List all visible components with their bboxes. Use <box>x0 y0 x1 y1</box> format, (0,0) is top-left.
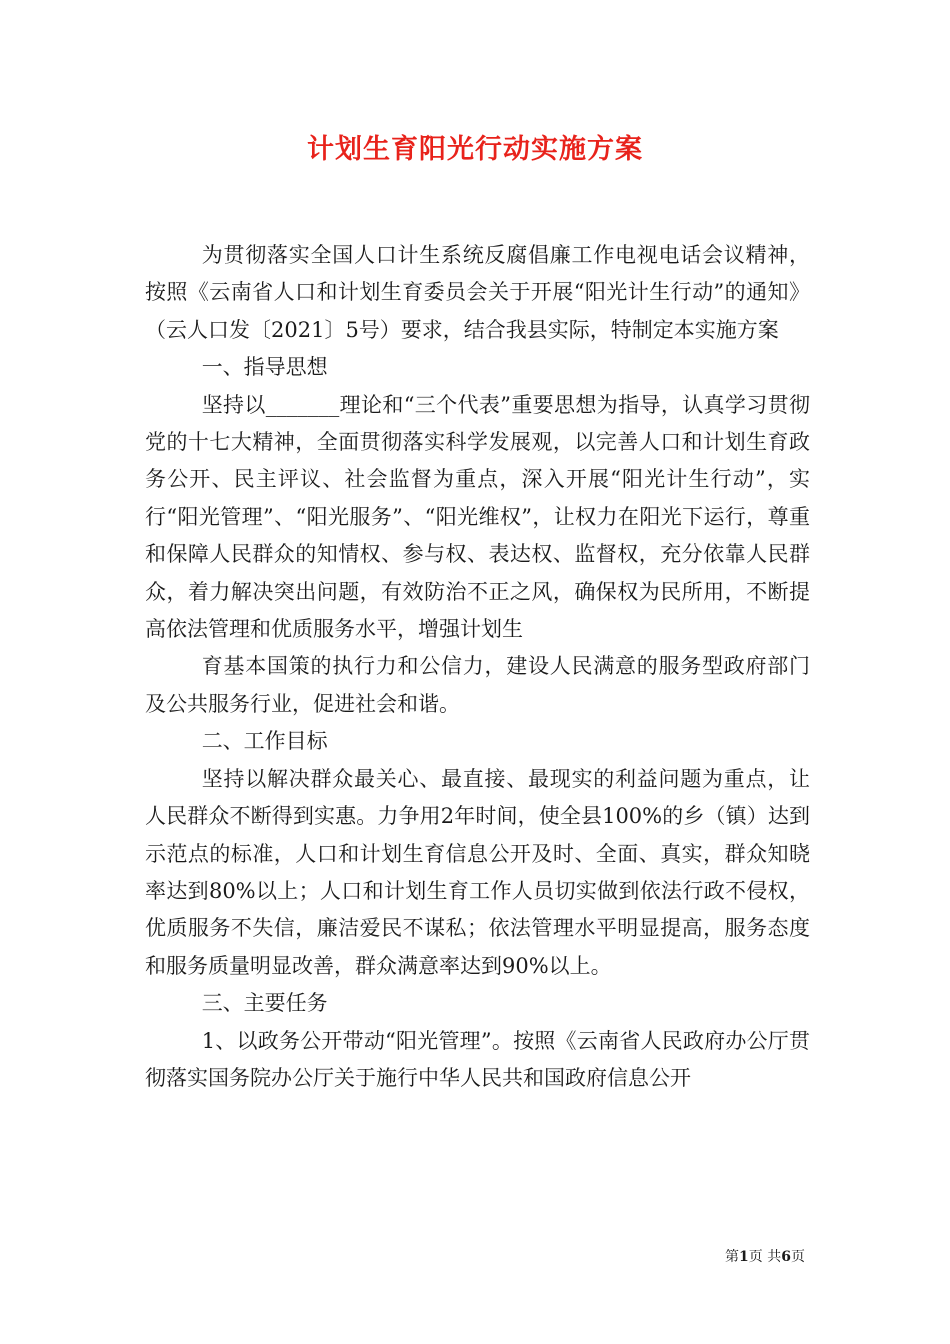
intro-paragraph: 为贯彻落实全国人口计生系统反腐倡廉工作电视电话会议精神，按照《云南省人口和计划生育委员会关于开展“阳光计生行动”的通知》（云人口发〔2021〕5号）要求，结合我县实际，特制定本实施方案 <box>145 243 810 342</box>
total-page-number: 6 <box>781 1249 791 1265</box>
page-number-footer <box>725 1247 805 1267</box>
section-heading-main-tasks: 三、主要任务 <box>201 991 328 1016</box>
guiding-ideology-continuation: 育基本国策的执行力和公信力，建设人民满意的服务型政府部门及公共服务行业，促进社会和谐。 <box>145 654 810 716</box>
work-goals-paragraph: 坚持以解决群众最关心、最直接、最现实的利益问题为重点，让人民群众不断得到实惠。力争用2年时间，使全县100%的乡（镇）达到示范点的标准，人口和计划生育信息公开及时、全面、真实，群众知晓率达到80%以上；人口和计划生育工作人员切实做到依法行政不侵权，优质服务不失信，廉洁爱民不谋私；依法管理水平明显提高，服务态度和服务质量明显改善，群众满意率达到90%以上。 <box>145 766 810 978</box>
section-heading-guiding-ideology: 一、指导思想 <box>201 355 328 380</box>
document-body <box>145 237 810 1097</box>
guiding-ideology-paragraph: 坚持以_______理论和“三个代表”重要思想为指导，认真学习贯彻党的十七大精神，全面贯彻落实科学发展观，以完善人口和计划生育政务公开、民主评议、社会监督为重点，深入开展“阳光计生行动”，实行“阳光管理”、“阳光服务”、“阳光维权”，让权力在阳光下运行，尊重和保障人民群众的知情权、参与权、表达权、监督权，充分依靠人民群众，着力解决突出问题，有效防治不正之风，确保权为民所用，不断提高依法管理和优质服务水平，增强计划生 <box>145 392 810 642</box>
main-tasks-paragraph: 1、以政务公开带动“阳光管理”。按照《云南省人民政府办公厅贯彻落实国务院办公厅关于施行中华人民共和国政府信息公开 <box>145 1028 810 1090</box>
footer-middle: 页 共 <box>748 1249 782 1265</box>
footer-prefix: 第 <box>725 1249 740 1265</box>
footer-suffix: 页 <box>791 1249 805 1265</box>
current-page-number: 1 <box>739 1249 749 1265</box>
section-heading-work-goals: 二、工作目标 <box>201 729 328 754</box>
document-title: 计划生育阳光行动实施方案 <box>307 134 643 165</box>
